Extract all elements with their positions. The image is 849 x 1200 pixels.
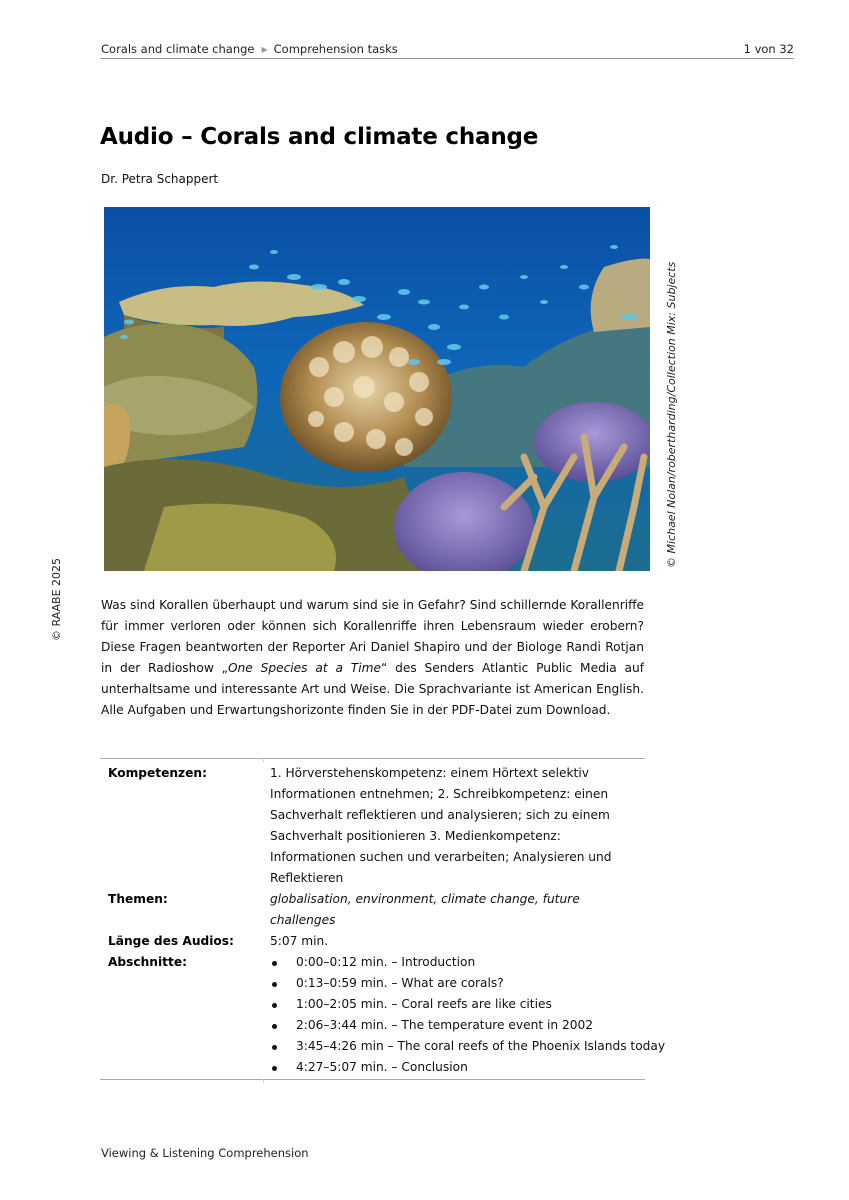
competences-value: 1. Hörverstehenskompetenz: einem Hörtext selektiv Informationen entnehmen; 2. Schreibkompetenz: einen Sachverhalt reflektieren und analysieren; sich zu einem Sachverhalt positionieren 3. Medienkompetenz: Informationen suchen und verarbeiten; Analysieren und Reflektieren [270, 766, 612, 885]
list-item: 4:27–5:07 min. – Conclusion [270, 1057, 665, 1078]
info-table [100, 758, 666, 1080]
intro-text-part1: Was sind Korallen überhaupt und warum sind sie in Gefahr? Sind schillernde Korallenriffe für immer verloren oder können sich Korallenriffe ihren Lebensraum wieder erobern? Diese Fragen beantworten der Reporter Ari Daniel Shapiro und der Biologe Randi Rotjan in der Radioshow „ [101, 598, 644, 675]
radio-show-title: One Species at a Time [227, 661, 381, 675]
sections-list [270, 952, 665, 1078]
page-header [100, 41, 794, 59]
row-sections [100, 952, 666, 1078]
side-copyright: © RAABE 2025 [50, 557, 63, 641]
intro-text-part2: “ des Senders Atlantic Public Media auf unterhaltsame und interessante Art und Weise. Die Sprachvariante ist American English. Alle Aufgaben und Erwartungshorizonte finden Sie in der PDF-Datei zum Download. [101, 661, 644, 717]
author-name: Dr. Petra Schappert [101, 172, 219, 186]
topics-label: Themen: [108, 892, 168, 906]
breadcrumb-item-topic: Corals and climate change [101, 42, 255, 56]
sections-value [270, 952, 665, 1078]
competences-label: Kompetenzen: [108, 766, 207, 780]
triangle-right-icon: ▶ [261, 45, 268, 54]
list-item: 0:13–0:59 min. – What are corals? [270, 973, 665, 994]
row-topics [100, 889, 645, 931]
row-competences [100, 763, 645, 889]
list-item: 0:00–0:12 min. – Introduction [270, 952, 665, 973]
photo-credit: © Michael Nolan/robertharding/Collection Mix: Subjects [665, 261, 678, 568]
page-footer: Viewing & Listening Comprehension [101, 1146, 309, 1160]
list-item: 3:45–4:26 min – The coral reefs of the Phoenix Islands today [270, 1036, 665, 1057]
intro-paragraph [101, 595, 644, 721]
page-indicator: 1 von 32 [743, 42, 794, 56]
topics-value: globalisation, environment, climate change, future challenges [270, 892, 580, 927]
coral-reef-image [104, 207, 650, 571]
list-item: 1:00–2:05 min. – Coral reefs are like cities [270, 994, 665, 1015]
coral-reef-photo [104, 207, 650, 571]
row-audio-length [100, 931, 645, 952]
audio-length-label: Länge des Audios: [108, 934, 234, 948]
sections-label: Abschnitte: [108, 955, 187, 969]
list-item: 2:06–3:44 min. – The temperature event in 2002 [270, 1015, 665, 1036]
column-divider-top [263, 758, 264, 762]
breadcrumb [101, 42, 398, 56]
page-title: Audio – Corals and climate change [100, 124, 539, 150]
column-divider-bottom [263, 1079, 264, 1083]
breadcrumb-item-section: Comprehension tasks [273, 42, 398, 56]
audio-length-value: 5:07 min. [270, 934, 329, 948]
